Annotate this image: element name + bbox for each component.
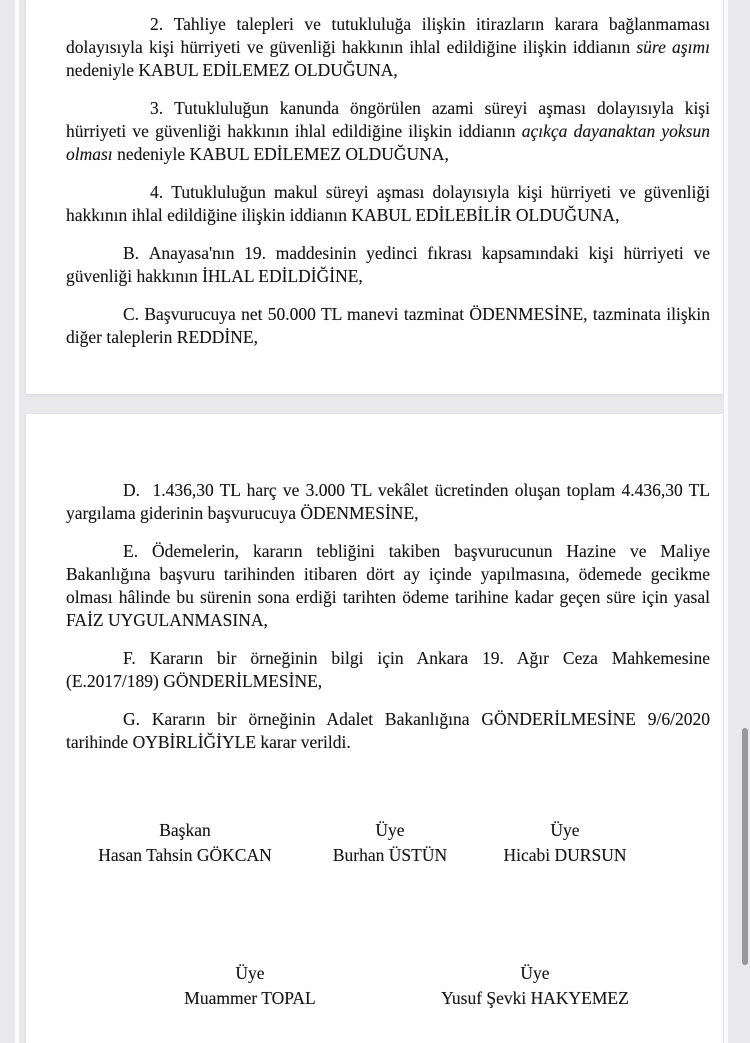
document-paragraph: 3. Tutukluluğun kanunda öngörülen azami süreyi aşması dolayısıyla kişi hürriyeti ve güvenliği hakkının ihlal edildiğine ilişkin iddianın açıkça dayanaktan yoksun olması nedeniyle KABUL EDİLEMEZ OLDUĞUNA,	[66, 98, 710, 164]
signature-role: Üye	[375, 820, 405, 840]
signature-name: Muammer TOPAL	[184, 988, 316, 1008]
document-paragraph: 2. Tahliye talepleri ve tutukluluğa ilişkin itirazların karara bağlanmaması dolayısıyla kişi hürriyeti ve güvenliği hakkının ihlal edildiğine ilişkin iddianın süre aşımı nedeniyle KABUL EDİLEMEZ OLDUĞUNA,	[66, 14, 710, 80]
document-paragraph: 4. Tutukluluğun makul süreyi aşması dolayısıyla kişi hürriyeti ve güvenliği hakkının ihlal edildiğine ilişkin iddianın KABUL EDİLEBİLİR OLDUĞUNA,	[66, 182, 710, 225]
signature-name: Hasan Tahsin GÖKCAN	[98, 845, 272, 865]
right-page-edge-line	[724, 0, 728, 1043]
signature-name: Yusuf Şevki HAKYEMEZ	[441, 988, 629, 1008]
document-paragraph: F. Kararın bir örneğinin bilgi için Ankara 19. Ağır Ceza Mahkemesine (E.2017/189) GÖNDERİLMESİNE,	[66, 648, 710, 691]
signature-role: Üye	[520, 963, 550, 983]
left-page-edge-line	[15, 0, 19, 1043]
document-paragraph: D. 1.436,30 TL harç ve 3.000 TL vekâlet ücretinden oluşan toplam 4.436,30 TL yargılama giderinin başvurucuya ÖDENMESİNE,	[66, 480, 710, 523]
document-page-1	[26, 0, 723, 394]
page-2-paragraphs	[26, 414, 723, 769]
signature-member-3	[184, 961, 315, 1011]
document-paragraph: B. Anayasa'nın 19. maddesinin yedinci fıkrası kapsamındaki kişi hürriyeti ve güvenliği hakkının İHLAL EDİLDİĞİNE,	[66, 243, 710, 286]
signature-name: Burhan ÜSTÜN	[332, 845, 448, 865]
document-paragraph: E. Ödemelerin, kararın tebliğini takiben başvurucunun Hazine ve Maliye Bakanlığına başvuru tarihinden itibaren dört ay içinde yapılmasına, ödemede gecikme olması hâlinde bu sürenin sona erdiği tarihten ödeme tarihine kadar geçen süre için yasal FAİZ UYGULANMASINA,	[66, 541, 710, 630]
signature-member-1	[333, 818, 447, 868]
signature-role: Üye	[550, 820, 580, 840]
signature-president	[98, 818, 271, 868]
signature-member-2	[504, 818, 627, 868]
signature-role: Başkan	[159, 820, 211, 840]
document-paragraph: C. Başvurucuya net 50.000 TL manevi tazminat ÖDENMESİNE, tazminata ilişkin diğer taleplerin REDDİNE,	[66, 304, 710, 347]
signature-name: Hicabi DURSUN	[503, 845, 627, 865]
document-paragraph: G. Kararın bir örneğinin Adalet Bakanlığına GÖNDERİLMESİNE 9/6/2020 tarihinde OYBİRLİĞİYLE karar verildi.	[66, 709, 710, 752]
signature-member-4	[441, 961, 629, 1011]
signature-role: Üye	[235, 963, 265, 983]
page-1-paragraphs	[26, 0, 723, 364]
scrollbar-thumb[interactable]	[742, 728, 748, 965]
document-page-2	[26, 414, 723, 1043]
